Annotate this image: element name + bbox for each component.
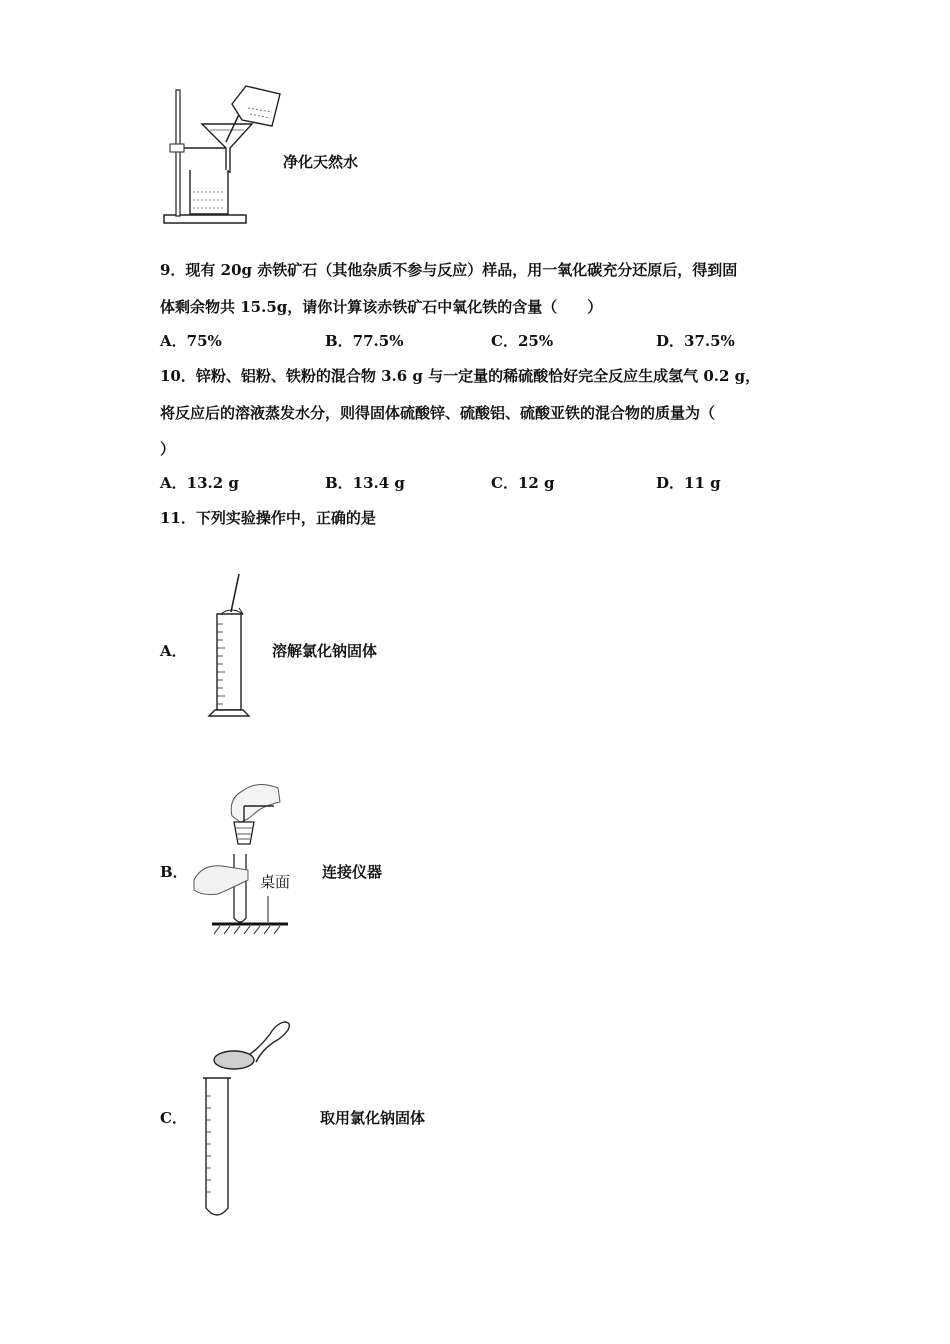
upper-hand — [231, 784, 280, 822]
q10-stem-line3: ） — [160, 440, 176, 458]
filtration-apparatus-figure — [160, 82, 290, 230]
q11-option-a-letter[interactable]: A． — [160, 642, 187, 660]
q11-option-c-letter[interactable]: C． — [160, 1109, 187, 1127]
q10-option-a[interactable]: A．13.2 g — [160, 474, 239, 492]
iron-stand-rod — [176, 90, 180, 216]
q10-stem-line1: 10．锌粉、铝粉、铁粉的混合物 3.6 g 与一定量的稀硫酸恰好完全反应生成氢气 0.2 g， — [160, 367, 761, 385]
receiving-beaker — [190, 170, 228, 214]
q9-option-d[interactable]: D．37.5% — [656, 332, 735, 350]
pouring-beaker — [232, 86, 280, 126]
q9-stem-line1: 9．现有 20g 赤铁矿石（其他杂质不参与反应）样品，用一氧化碳充分还原后，得到固 — [160, 261, 738, 279]
q11-option-b-letter[interactable]: B． — [160, 863, 188, 881]
q10-stem-line2: 将反应后的溶液蒸发水分，则得固体硫酸锌、硫酸铝、硫酸亚铁的混合物的质量为（ — [160, 404, 716, 422]
q11-stem: 11．下列实验操作中，正确的是 — [160, 509, 376, 527]
spoon-test-tube-figure — [200, 1016, 296, 1222]
q10-option-b[interactable]: B．13.4 g — [325, 474, 405, 492]
desk-label: 桌面 — [260, 873, 291, 891]
figure-caption-purify-water: 净化天然水 — [283, 153, 359, 171]
q11-option-c-caption: 取用氯化钠固体 — [320, 1109, 426, 1127]
q10-option-d[interactable]: D．11 g — [656, 474, 721, 492]
test-tube — [234, 854, 246, 922]
rubber-stopper — [234, 822, 254, 844]
q10-option-c[interactable]: C．12 g — [491, 474, 555, 492]
medicine-spoon — [214, 1022, 289, 1069]
q9-stem-line2: 体剩余物共 15.5g，请你计算该赤铁矿石中氧化铁的含量（ ） — [160, 298, 603, 316]
connect-apparatus-figure — [192, 776, 298, 936]
q9-option-b[interactable]: B．77.5% — [325, 332, 404, 350]
graduated-cylinder — [217, 614, 241, 710]
q9-option-c[interactable]: C．25% — [491, 332, 554, 350]
glass-rod — [231, 574, 239, 612]
q11-option-b-caption: 连接仪器 — [322, 863, 383, 881]
graduated-cylinder-figure — [205, 570, 255, 720]
test-tube — [206, 1078, 228, 1215]
q9-option-a[interactable]: A．75% — [160, 332, 222, 350]
q11-option-a-caption: 溶解氯化钠固体 — [272, 642, 378, 660]
